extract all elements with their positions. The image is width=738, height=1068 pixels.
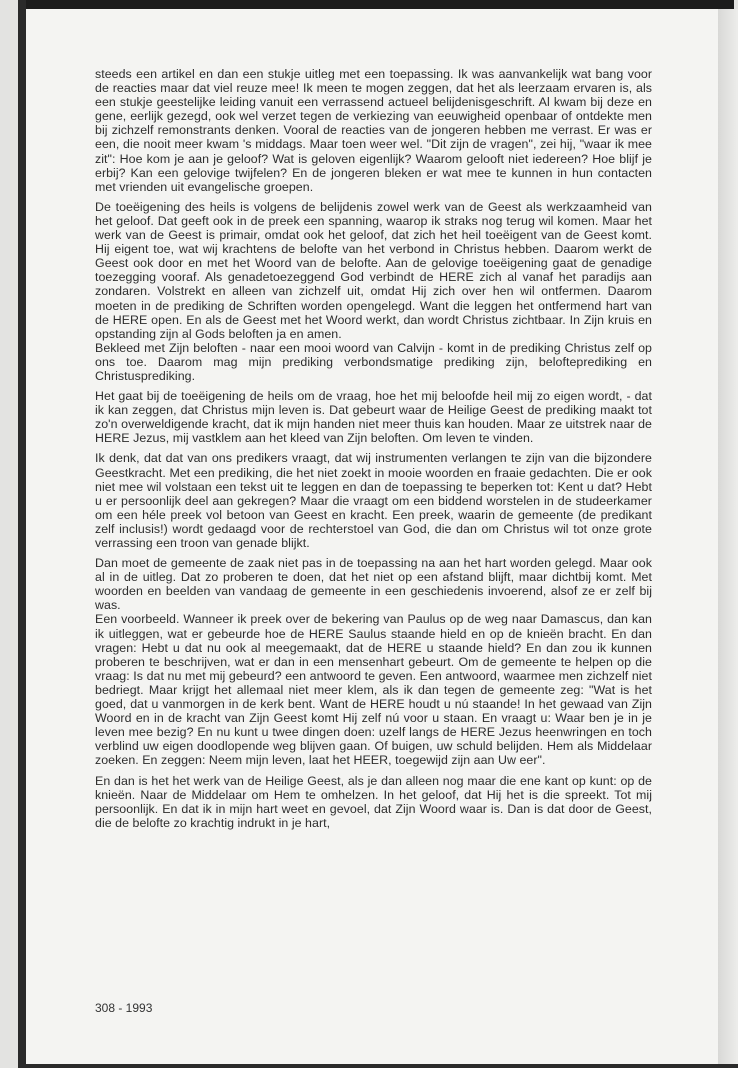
scan-left-border [18, 0, 26, 1068]
page-edge [718, 9, 738, 1064]
scan-bottom-border [18, 1064, 738, 1068]
paragraph-5: Ik denk, dat dat van ons predikers vraagt, dat wij instrumenten verlangen te zijn van die bijzondere Geestkracht. Met een prediking, die het niet zoekt in mooie woorden en fraaie gedachten. Die er ook niet mee wil volstaan een tekst uit te leggen en dan de toepassing te beperken tot: Kent u dat? Hebt u er persoonlijk deel aan gekregen? Maar die vraagt om een biddend worstelen in de studeerkamer om een héle preek vol betoon van Geest en kracht. Een preek, waarin de gemeente (de predikant zelf inclusis!) wordt gedaagd voor de rechterstoel van God, die dan om Christus wil tot onze grote verrassing een troon van genade blijkt. [95, 451, 652, 550]
scan-top-border [18, 0, 734, 9]
paragraph-3: Bekleed met Zijn beloften - naar een mooi woord van Calvijn - komt in de prediking Christus zelf op ons toe. Daarom mag mijn prediking verbondsmatige prediking zijn, belofteprediking en Christusprediking. [95, 340, 652, 383]
page-number: 308 - 1993 [95, 1001, 153, 1015]
paragraph-2: De toeëigening des heils is volgens de belijdenis zowel werk van de Geest als werkzaamheid van het geloof. Dat geeft ook in de preek een spanning, waarop ik straks nog terug wil komen. Maar het werk van de Geest is primair, omdat ook het geloof, dat zich het heil toeëigent van de Geest komt. Hij eigent toe, wat wij krachtens de belofte van het verbond in Christus hebben. Daarom werkt de Geest ook door en met het Woord van de belofte. Aan de gelovige toeëigening gaat de genadige toezegging vooraf. Als genadetoezeggend God verbindt de HERE zich al vanaf het paradijs aan zondaren. Volstrekt en alleen van zichzelf uit, omdat Hij zich over hen wil ontfermen. Daarom moeten in de prediking de Schriften worden opengelegd. Want die leggen het ontfermend hart van de HERE open. En als de Geest met het Woord werkt, dan wordt Christus zichtbaar. In Zijn kruis en opstanding zijn al Gods beloften ja en amen. [95, 199, 652, 341]
paragraph-1: steeds een artikel en dan een stukje uitleg met een toepassing. Ik was aanvankelijk wat bang voor de reacties maar dat viel reuze mee! Ik meen te mogen zeggen, dat het als leerzaam ervaren is, als een stukje geestelijke leiding vanuit een verrassend actueel belijdenisgeschrift. Al kwam bij deze en gene, eerlijk gezegd, ook wel verzet tegen de verkiezing van eeuwigheid openbaar of ontdekte men bij zichzelf remonstrants denken. Vooral de reacties van de jongeren hebben me verrast. Er was er een, die nooit meer kwam 's middags. Maar toen weer wel. "Dit zijn de vragen", zei hij, "waar ik mee zit": Hoe kom je aan je geloof? Wat is geloven eigenlijk? Waarom gelooft niet iedereen? Hoe blijf je erbij? Kan een gelovige twijfelen? En de jongeren bleken er wat mee te kunnen in hun contacten met vrienden uit evangelische groepen. [95, 67, 652, 194]
paragraph-7: Een voorbeeld. Wanneer ik preek over de bekering van Paulus op de weg naar Damascus, dan kan ik uitleggen, wat er gebeurde hoe de HERE Saulus staande hield en op de knieën bracht. En dan vragen: Hebt u dat nu ook al meegemaakt, dat de HERE u staande hield? En dan zou ik kunnen proberen te beschrijven, wat er dan in een mensenhart gebeurt. Om de gemeente te helpen op die vraag: Is dat nu met mij gebeurd? een antwoord te geven. Een antwoord, waarmee men zichzelf niet bedriegt. Maar krijgt het allemaal niet meer klem, als ik dan tegen de gemeente zeg: "Wat is het goed, dat u vanmorgen in de kerk bent. Want de HERE houdt u nú staande! In het gewaad van Zijn Woord en in de kracht van Zijn Geest komt Hij zelf nú voor u staan. En vraagt u: Waar ben je in je leven mee bezig? En nu kunt u twee dingen doen: uzelf langs de HERE Jezus heenwringen en toch verblind uw eigen doodlopende weg blijven gaan. Of buigen, uw schuld belijden. Hem als Middelaar zoeken. En zeggen: Neem mijn leven, laat het HEER, toegewijd zijn aan Uw eer". [95, 612, 652, 768]
paragraph-6: Dan moet de gemeente de zaak niet pas in de toepassing na aan het hart worden gelegd. Maar ook al in de uitleg. Dat zo proberen te doen, dat het niet op een afstand blijft, maar dichtbij komt. Met woorden en beelden van vandaag de gemeente in een geschiedenis invoerend, alsof ze er zelf bij was. [95, 556, 652, 613]
paragraph-4: Het gaat bij de toeëigening de heils om de vraag, hoe het mij beloofde heil mij zo eigen wordt, - dat ik kan zeggen, dat Christus mijn leven is. Dat gebeurt waar de Heilige Geest de prediking maakt tot zo'n overweldigende kracht, dat ik mijn handen niet meer thuis kan houden. Maar ze uitstrek naar de HERE Jezus, mij vastklem aan het kleed van Zijn beloften. Om leven te vinden. [95, 389, 652, 446]
paragraph-8: En dan is het het werk van de Heilige Geest, als je dan alleen nog maar die ene kant op kunt: op de knieën. Naar de Middelaar om Hem te omhelzen. In het geloof, dat Hij het is die spreekt. Tot mij persoonlijk. En dat ik in mijn hart weet en gevoel, dat Zijn Woord waar is. Dan is dat door de Geest, die de belofte zo krachtig indrukt in je hart, [95, 773, 652, 830]
article-body [95, 67, 652, 836]
